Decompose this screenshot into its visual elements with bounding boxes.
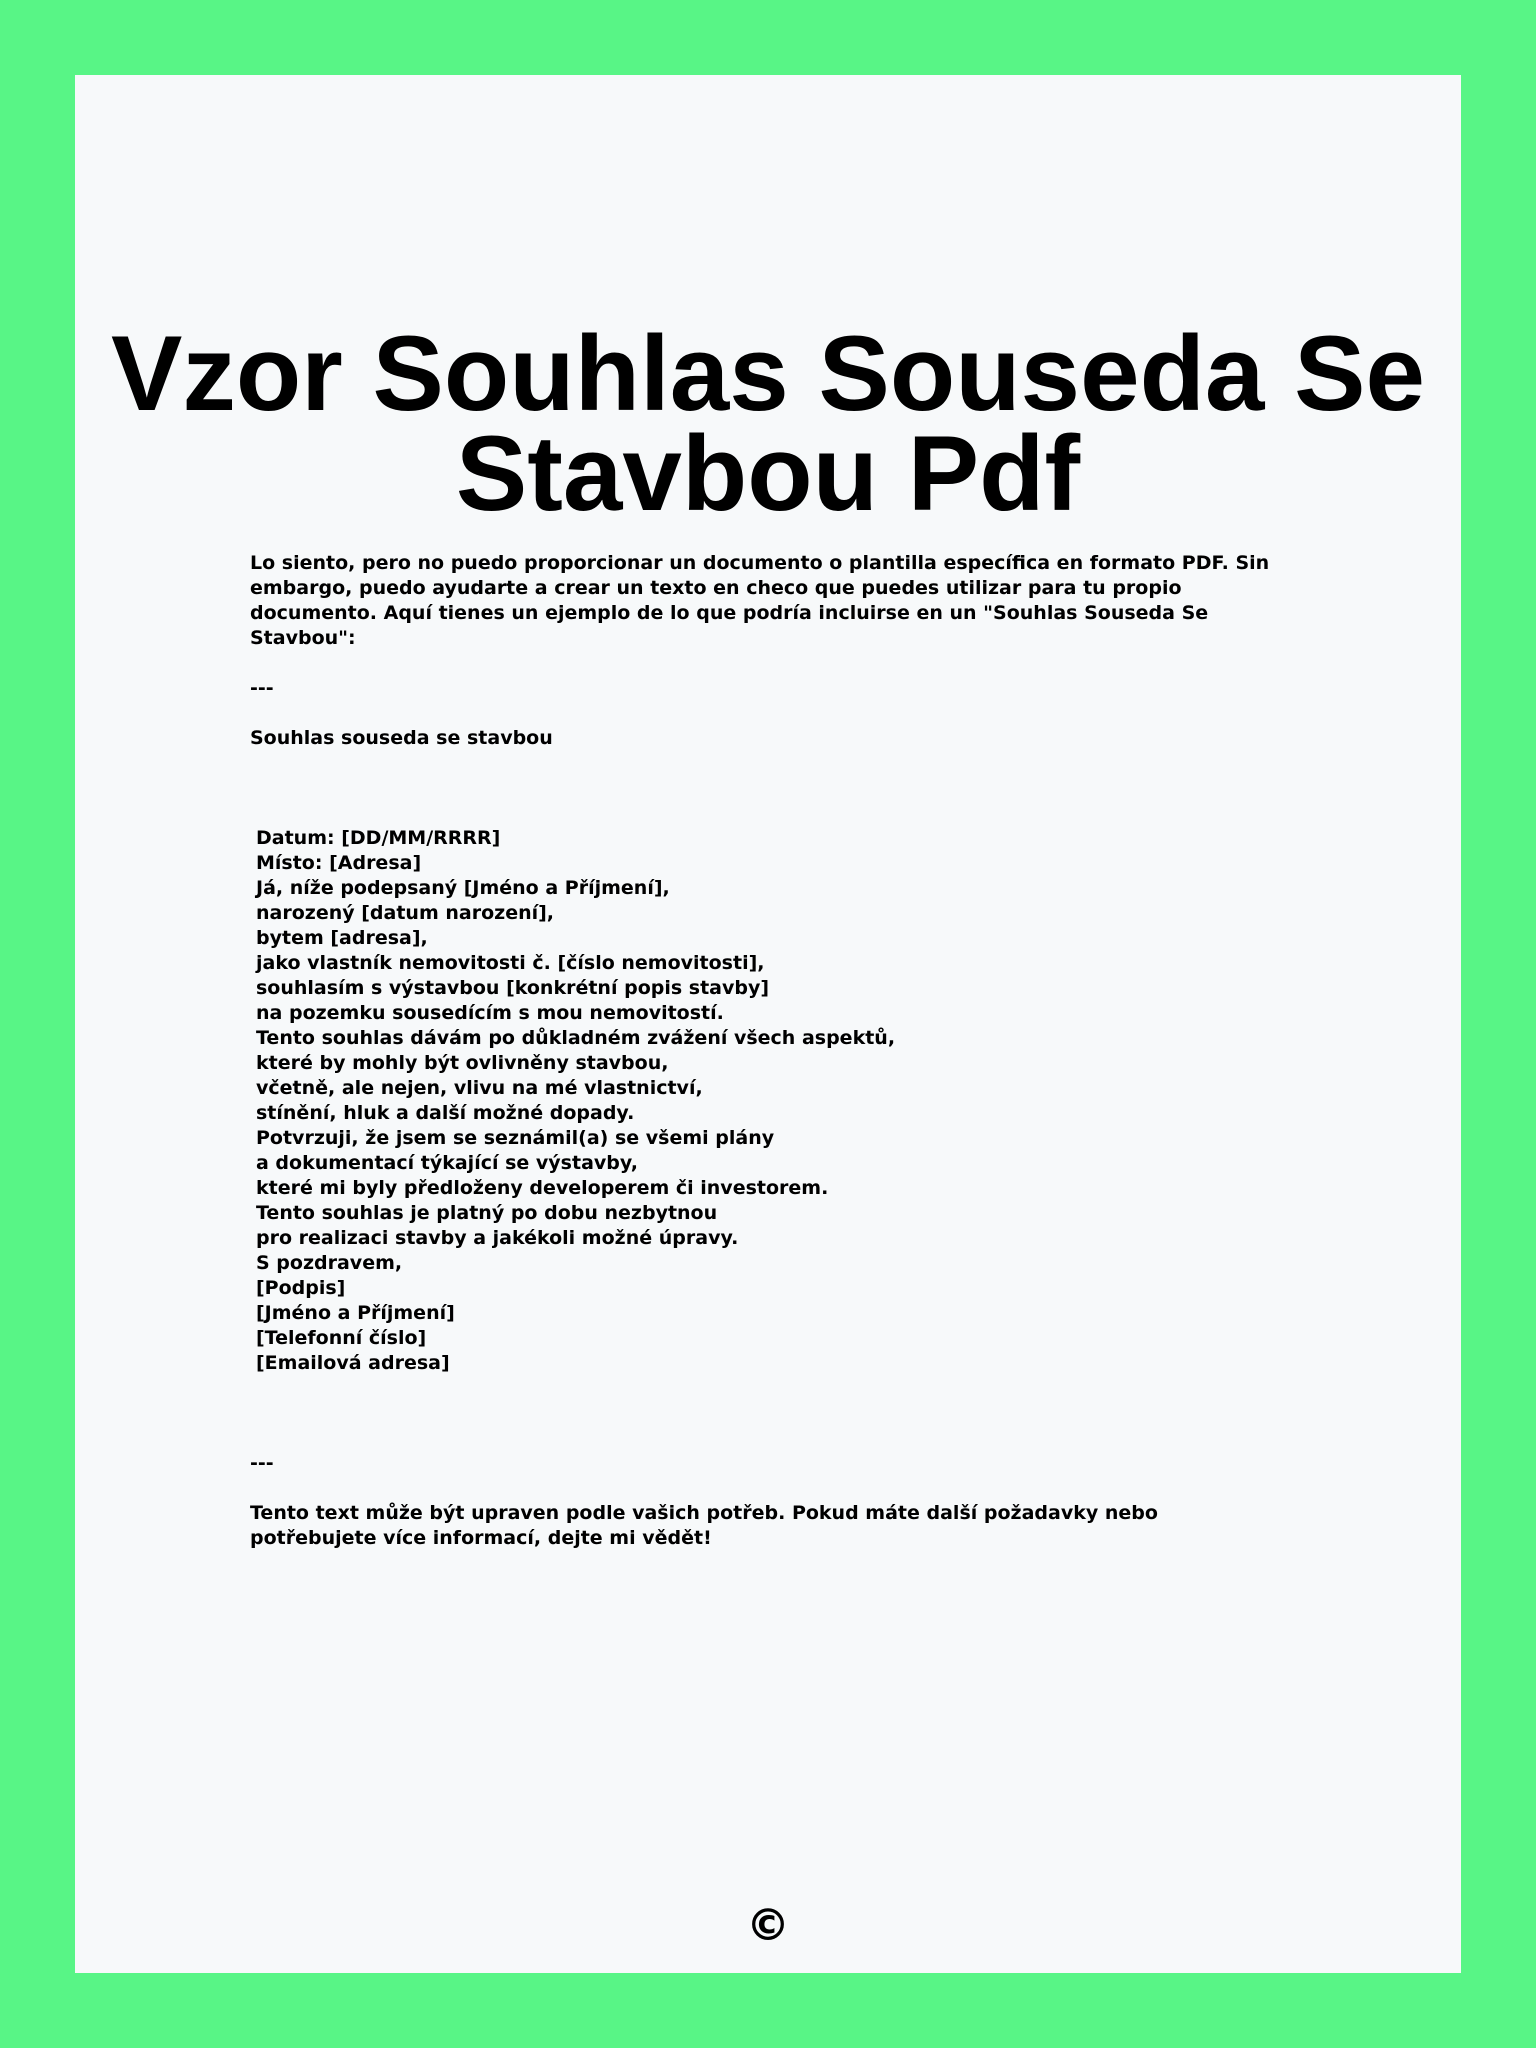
- letter-line: Datum: [DD/MM/RRRR]: [256, 827, 501, 849]
- document-page: [75, 75, 1461, 1973]
- letter-line: Já, níže podepsaný [Jméno a Příjmení],: [256, 877, 670, 899]
- letter-line: [Jméno a Příjmení]: [256, 1302, 455, 1324]
- copyright-icon: ©: [746, 1900, 790, 1951]
- letter-line: a dokumentací týkající se výstavby,: [256, 1152, 639, 1174]
- letter-line: [Telefonní číslo]: [256, 1327, 427, 1349]
- letter-line: Místo: [Adresa]: [256, 852, 422, 874]
- letter-line: narozený [datum narození],: [256, 902, 555, 924]
- letter-line: bytem [adresa],: [256, 927, 428, 949]
- letter-line: S pozdravem,: [256, 1252, 403, 1274]
- letter-line: jako vlastník nemovitosti č. [číslo nemovitosti],: [256, 952, 765, 974]
- letter-line: Tento souhlas dávám po důkladném zvážení všech aspektů,: [256, 1027, 896, 1049]
- letter-line: které by mohly být ovlivněny stavbou,: [256, 1052, 669, 1074]
- letter-line: na pozemku sousedícím s mou nemovitostí.: [256, 1002, 724, 1024]
- letter-line: [Podpis]: [256, 1277, 346, 1299]
- document-body: [250, 551, 1290, 1551]
- letter-line: Potvrzuji, že jsem se seznámil(a) se všemi plány: [256, 1127, 775, 1149]
- letter-line: souhlasím s výstavbou [konkrétní popis stavby]: [256, 977, 770, 999]
- document-title: Vzor Souhlas Souseda Se Stavbou Pdf: [110, 313, 1426, 533]
- letter-line: včetně, ale nejen, vlivu na mé vlastnictví,: [256, 1077, 703, 1099]
- closing-paragraph: Tento text může být upraven podle vašich potřeb. Pokud máte další požadavky nebo potřebujete více informací, dejte mi vědět!: [250, 1502, 1165, 1549]
- letter-line: [Emailová adresa]: [256, 1352, 450, 1374]
- intro-paragraph: Lo siento, pero no puedo proporcionar un documento o plantilla específica en formato PDF. Sin embargo, puedo ayudarte a crear un texto en checo que puedes utilizar para tu propio documento. Aquí tienes un ejemplo de lo que podría incluirse en un "Souhlas Souseda Se Stavbou":: [250, 552, 1276, 649]
- letter-line: které mi byly předloženy developerem či investorem.: [256, 1177, 829, 1199]
- letter-body: [250, 826, 1290, 1376]
- letter-line: pro realizaci stavby a jakékoli možné úpravy.: [256, 1227, 739, 1249]
- letter-line: Tento souhlas je platný po dobu nezbytnou: [256, 1202, 718, 1224]
- separator-top: ---: [250, 677, 274, 699]
- letter-line: stínění, hluk a další možné dopady.: [256, 1102, 635, 1124]
- letter-heading: Souhlas souseda se stavbou: [250, 727, 553, 749]
- separator-bottom: ---: [250, 1452, 274, 1474]
